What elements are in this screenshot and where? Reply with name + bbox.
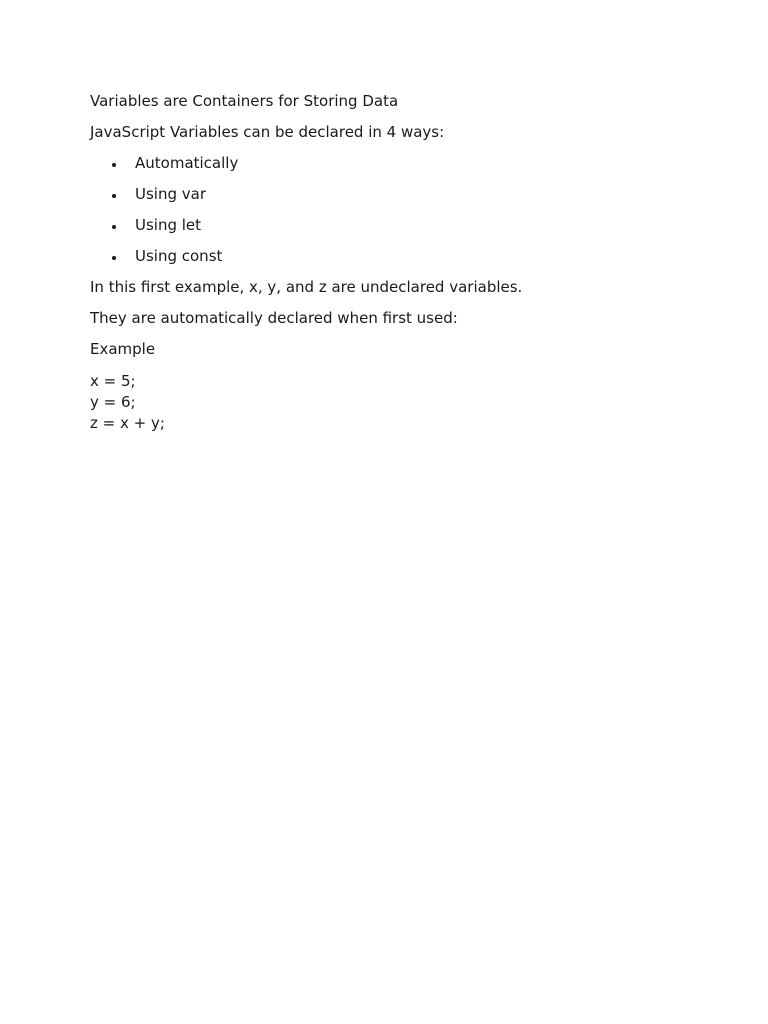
list-item-label: Using const — [135, 247, 223, 265]
code-line: x = 5; — [90, 372, 136, 390]
page-heading: Variables are Containers for Storing Data — [90, 92, 399, 110]
code-line: z = x + y; — [90, 414, 165, 432]
list-item-label: Using let — [135, 216, 202, 234]
first-example-note: In this first example, x, y, and z are undeclared variables. — [90, 278, 523, 296]
list-item-label: Automatically — [135, 154, 239, 172]
list-item — [90, 246, 678, 267]
list-item-label: Using var — [135, 185, 206, 203]
list-item — [90, 215, 678, 236]
example-label: Example — [90, 340, 156, 358]
bullet-icon — [112, 194, 116, 198]
intro-text: JavaScript Variables can be declared in 4 ways: — [90, 123, 445, 141]
bullet-icon — [112, 163, 116, 167]
list-item — [90, 184, 678, 205]
code-line: y = 6; — [90, 393, 136, 411]
bullet-icon — [112, 225, 116, 229]
bullet-icon — [112, 256, 116, 260]
list-item — [90, 153, 678, 174]
declaration-ways-list — [90, 153, 678, 267]
code-example — [90, 371, 678, 434]
auto-declared-note: They are automatically declared when first used: — [90, 309, 458, 327]
